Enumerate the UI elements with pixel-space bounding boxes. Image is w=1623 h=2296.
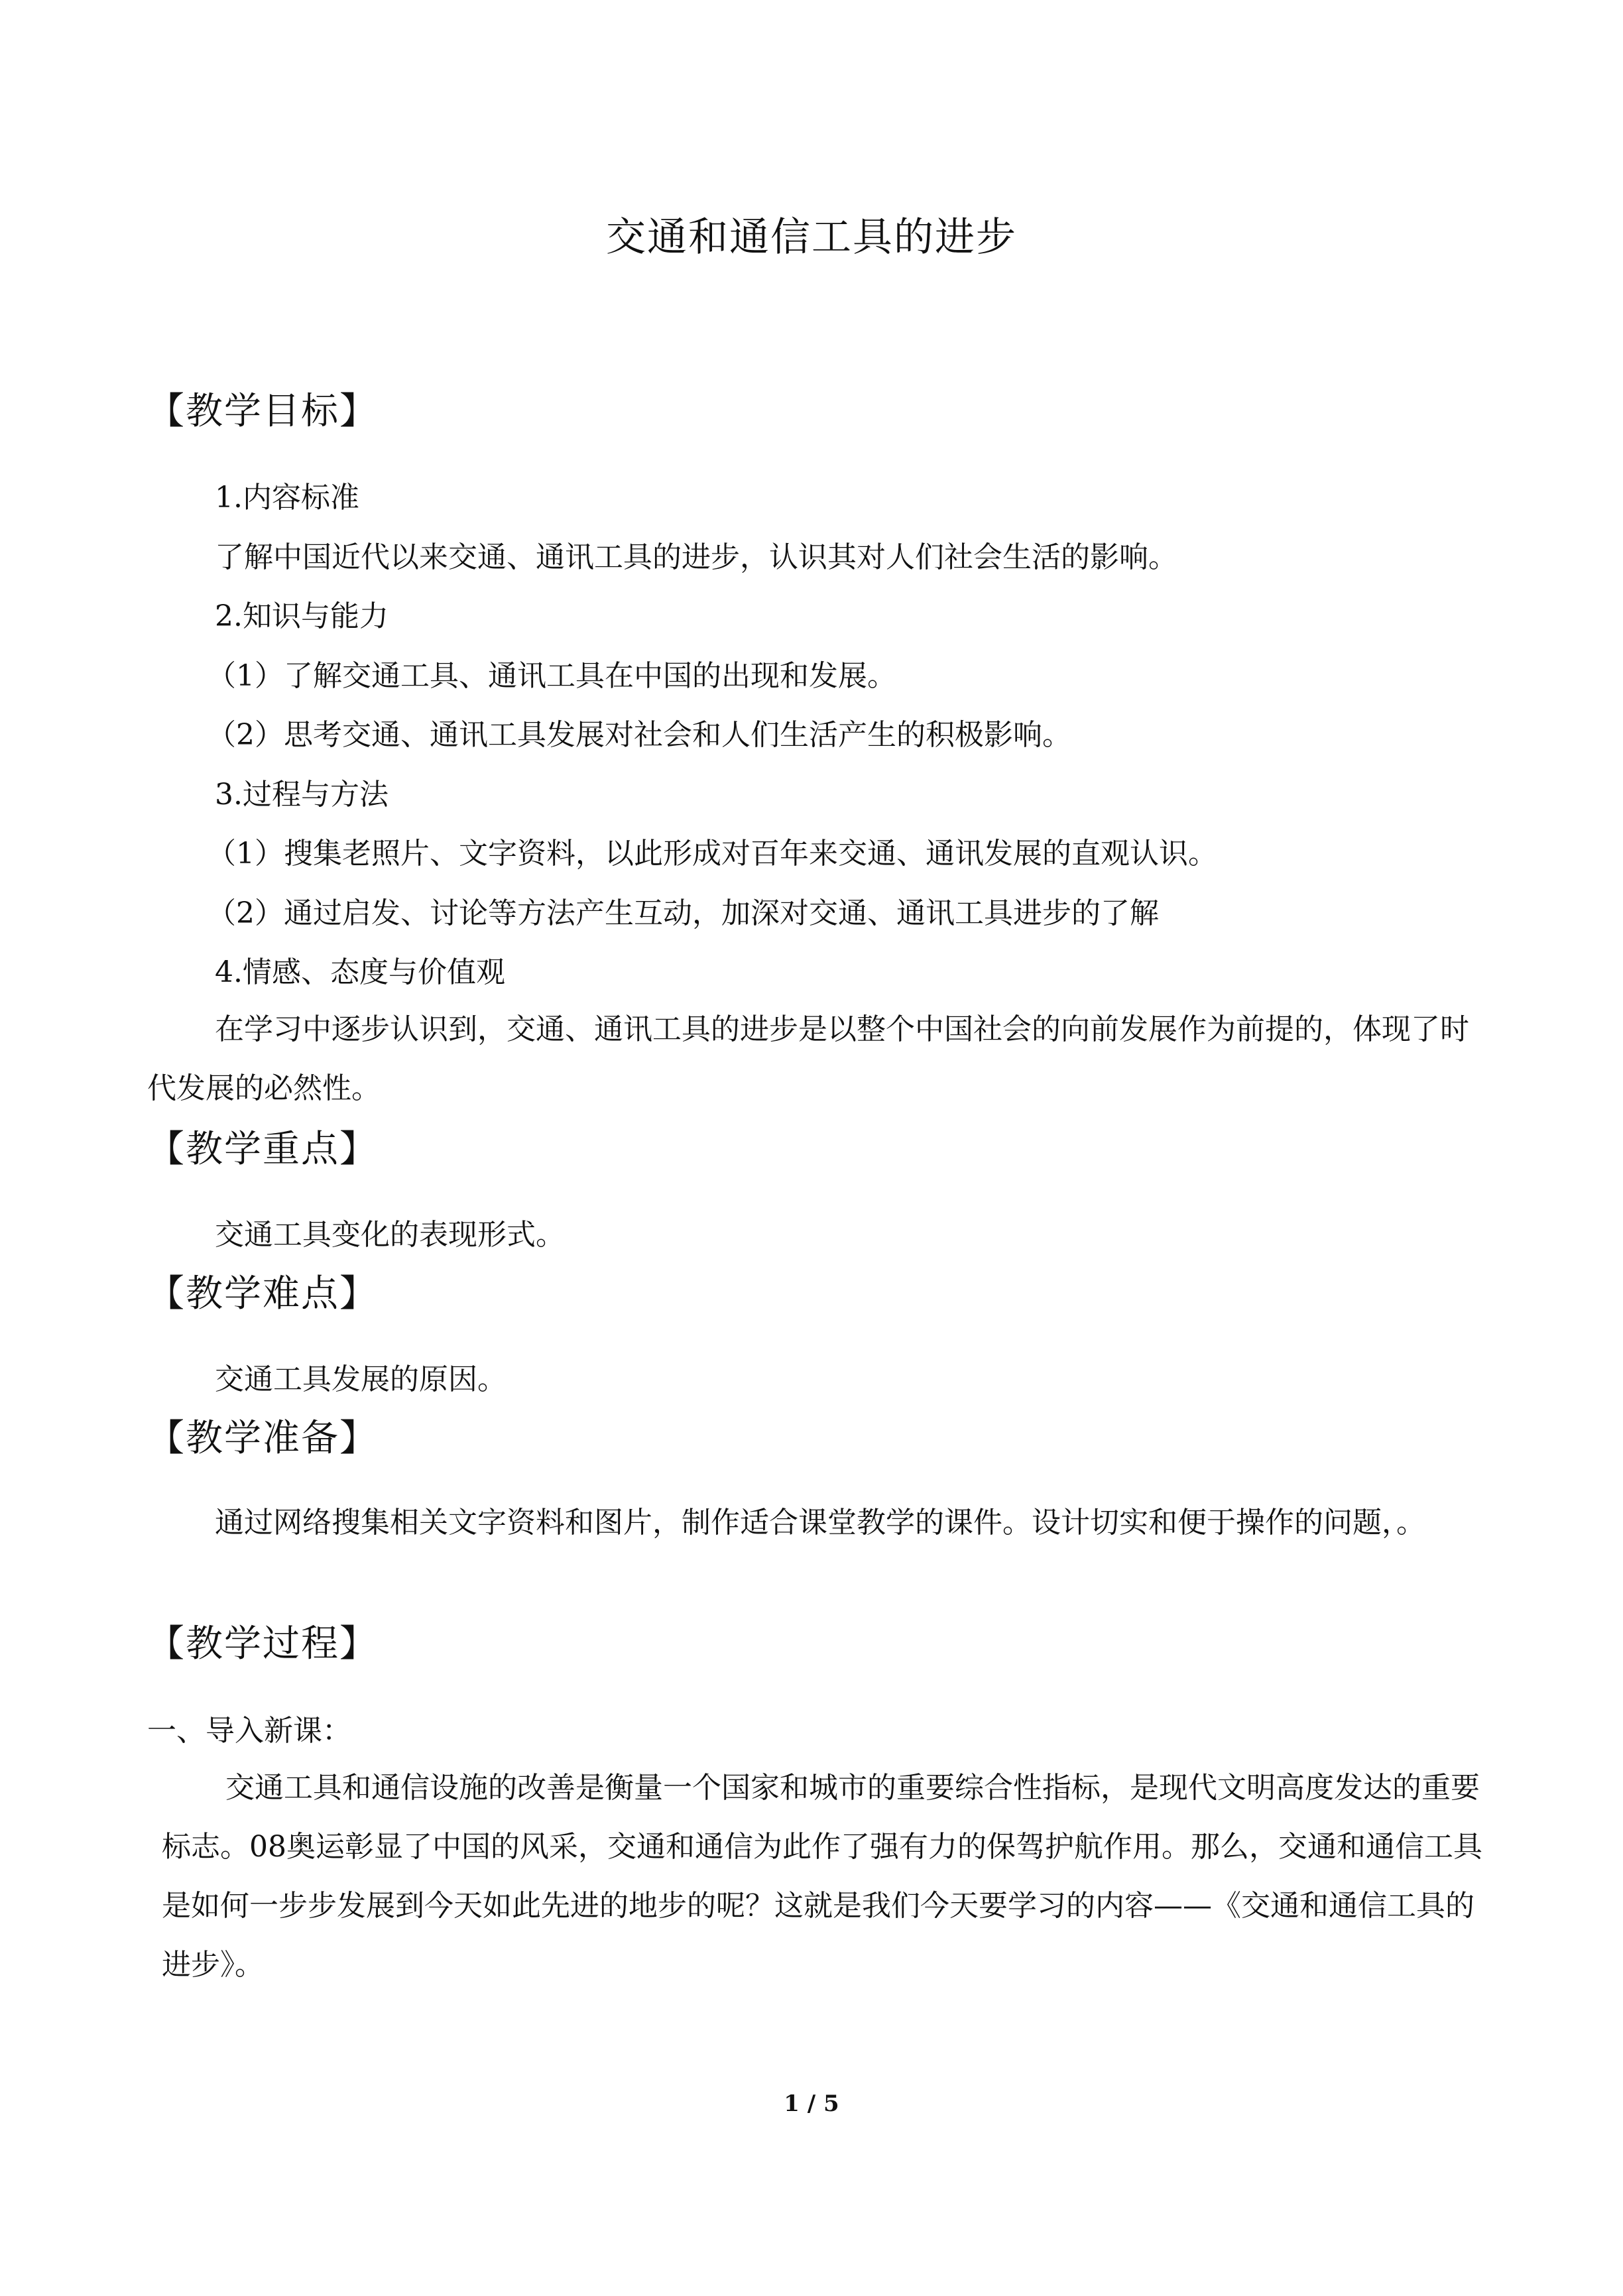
key-points-heading: 【教学重点】 — [147, 1128, 378, 1171]
objective-4-text: 在学习中逐步认识到，交通、通讯工具的进步是以整个中国社会的向前发展作为前提的，体现了时代发展的必然性。 — [147, 1012, 1469, 1105]
difficulties-heading: 【教学难点】 — [147, 1272, 378, 1315]
process-heading: 【教学过程】 — [147, 1622, 378, 1665]
objective-2-point-2: （2）思考交通、通讯工具发展对社会和人们生活产生的积极影响。 — [207, 718, 1071, 752]
objective-3-title: 3.过程与方法 — [215, 778, 389, 812]
objective-1-title: 1.内容标准 — [215, 481, 359, 514]
objective-3-point-2: （2）通过启发、讨论等方法产生互动，加深对交通、通讯工具进步的了解 — [207, 896, 1159, 930]
key-points-text: 交通工具变化的表现形式。 — [215, 1218, 565, 1252]
process-step-1-text: 交通工具和通信设施的改善是衡量一个国家和城市的重要综合性指标，是现代文明高度发达的重要标志。08奥运彰显了中国的风采，交通和通信为此作了强有力的保驾护航作用。那么，交通和通信工具是如何一步步发展到今天如此先进的地步的呢？这就是我们今天要学习的内容——《交通和通信工具的进步》。 — [162, 1771, 1482, 1982]
objective-4-title: 4.情感、态度与价值观 — [215, 955, 505, 989]
page-number: 1 / 5 — [784, 2090, 839, 2117]
objectives-heading: 【教学目标】 — [147, 390, 378, 433]
objective-1-text: 了解中国近代以来交通、通讯工具的进步，认识其对人们社会生活的影响。 — [215, 540, 1177, 574]
process-step-1-title: 一、导入新课： — [147, 1714, 351, 1748]
difficulties-text: 交通工具发展的原因。 — [215, 1362, 507, 1396]
objective-2-title: 2.知识与能力 — [215, 599, 389, 633]
preparation-text: 通过网络搜集相关文字资料和图片，制作适合课堂教学的课件。设计切实和便于操作的问题，。 — [215, 1506, 1425, 1540]
preparation-heading: 【教学准备】 — [147, 1417, 378, 1460]
document-title: 交通和通信工具的进步 — [606, 214, 1017, 261]
objective-3-point-1: （1）搜集老照片、文字资料，以此形成对百年来交通、通讯发展的直观认识。 — [207, 837, 1217, 871]
objective-2-point-1: （1）了解交通工具、通讯工具在中国的出现和发展。 — [207, 659, 896, 693]
